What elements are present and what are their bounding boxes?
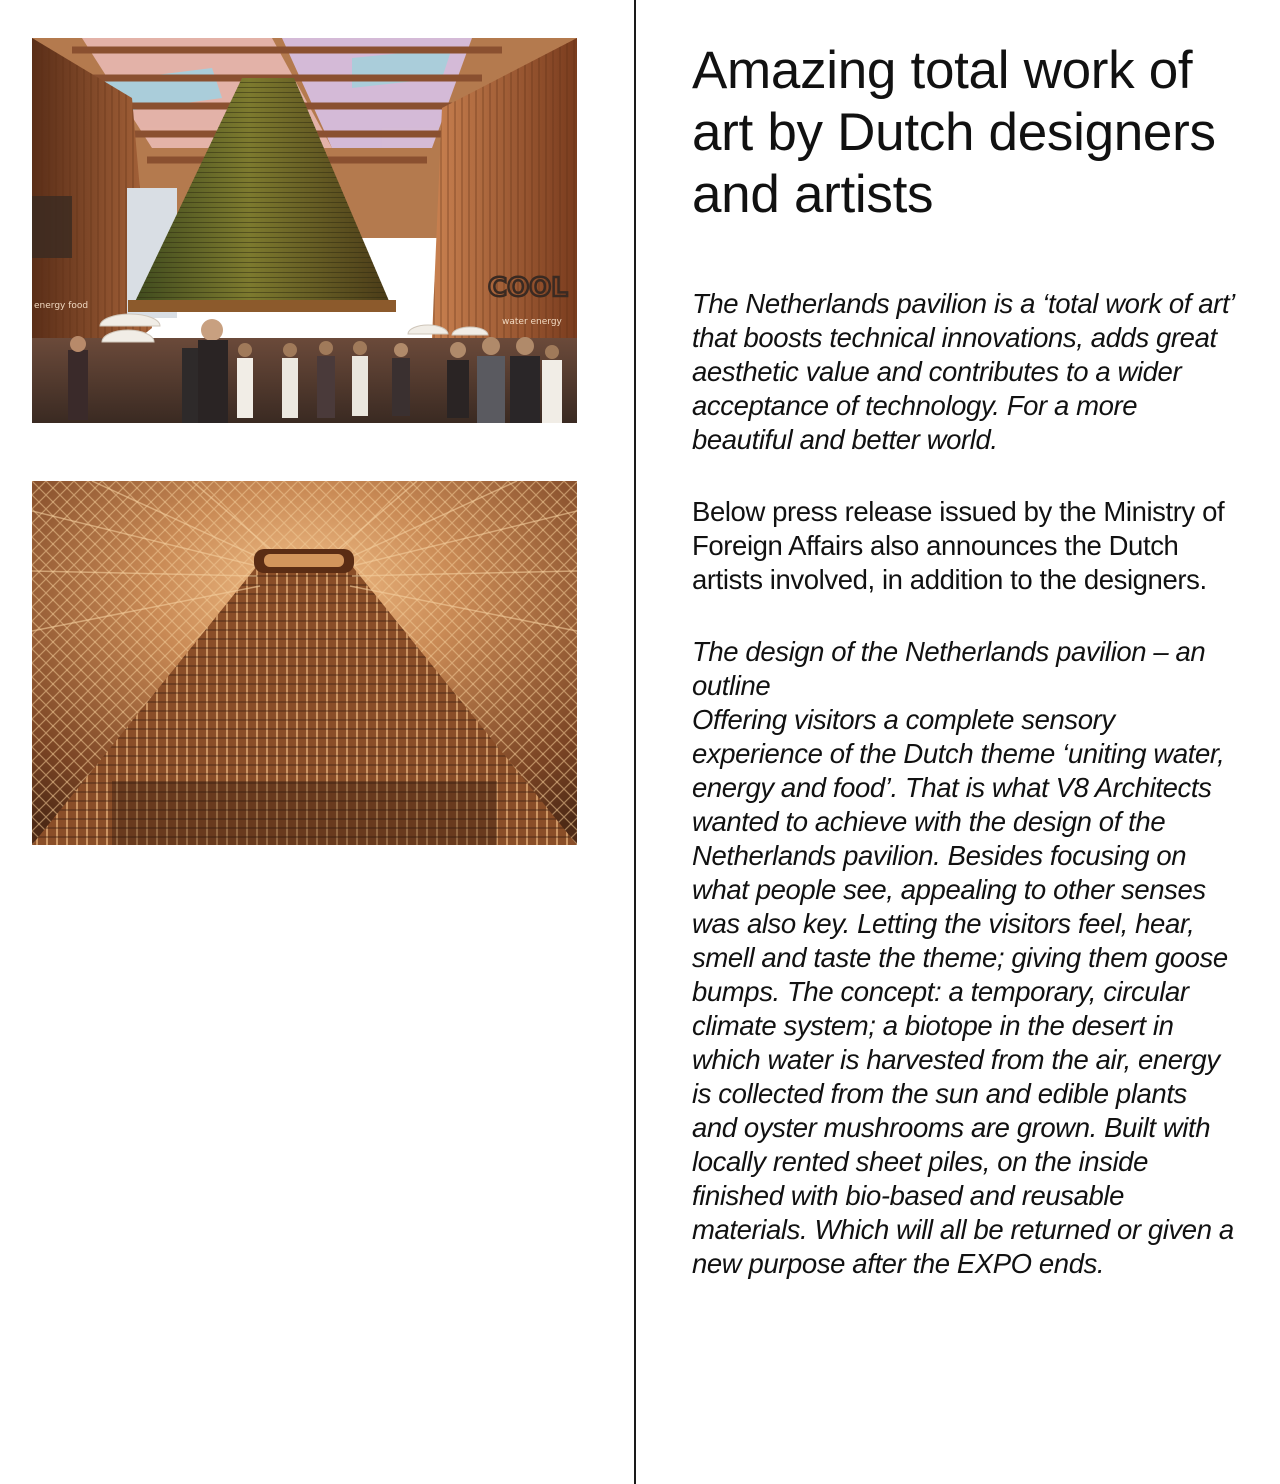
pavilion-interior-photo [32,38,577,423]
article-column [692,40,1252,1281]
copper-lattice-tunnel-photo [32,481,577,845]
article-intro: The Netherlands pavilion is a ‘total work of art’ that boosts technical innovations, adds great aesthetic value and contributes to a wider acceptance of technology. For a more beautiful and better world. [692,288,1234,455]
image-column [0,0,634,1484]
signage-left-text: energy food [34,301,89,311]
press-release-note: Below press release issued by the Ministry of Foreign Affairs also announces the Dutch artists involved, in addition to the designers. [692,496,1225,595]
pavilion-interior-illustration [32,38,577,423]
outline-title: The design of the Netherlands pavilion – an outline [692,636,1206,701]
article-headline: Amazing total work of art by Dutch designers and artists [692,41,1216,224]
signage-logo: COOL [488,273,568,303]
outline-body: Offering visitors a complete sensory experience of the Dutch theme ‘uniting water, energy and food’. That is what V8 Architects wanted to achieve with the design of the Netherlands pavilion. Besides focusing on what people see, appealing to other senses was also key. Letting the visitors feel, hear, smell and taste the theme; giving them goose bumps. The concept: a temporary, circular climate system; a biotope in the desert in which water is harvested from the air, energy is collected from the sun and edible plants and oyster mushrooms are grown. Built with locally rented sheet piles, on the inside finished with bio-based and reusable materials. Which will all be returned or given a new purpose after the EXPO ends. [692,704,1234,1279]
signage-right-text: water energy [502,317,562,327]
copper-lattice-illustration [32,481,577,845]
column-divider [634,0,636,1484]
